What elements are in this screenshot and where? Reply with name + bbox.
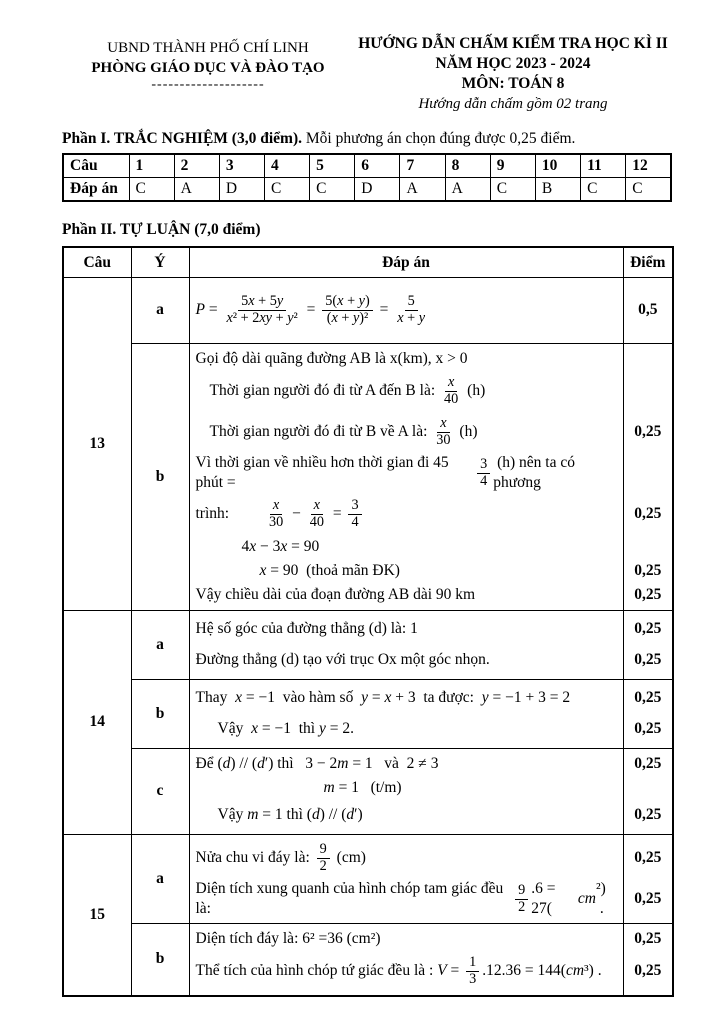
school-year: NĂM HỌC 2023 - 2024	[435, 55, 591, 73]
document-title: HƯỚNG DẪN CHẤM KIỂM TRA HỌC KÌ II	[358, 35, 668, 52]
answer-line: Để ( d ) // ( d ′) thì 3 − 2 m = 1 và 2 ≠ 3	[195, 754, 439, 772]
department-name: PHÒNG GIÁO DỤC VÀ ĐÀO TẠO	[91, 59, 325, 76]
mc-answer-value: A	[400, 178, 445, 202]
mc-question-number: 6	[355, 154, 400, 178]
score-cell	[623, 748, 673, 834]
answer-line: Nửa chu vi đáy là: $\frac{9}{2}$ (cm)	[195, 841, 366, 874]
answer-cell	[189, 343, 623, 610]
answer-line: P = $\frac{5x + 5y}{\text{x² + 2xy + y²}}$ = $\frac{5(x + y)}{\text{(x + y)²}}$ = $\frac{5}{x + y}$	[195, 293, 426, 326]
score-cell	[623, 610, 673, 679]
answer-line: Vậy chiều dài của đoạn đường AB dài 90 km	[195, 585, 476, 603]
fraction: $\frac{5(x + y)}{\text{(x + y)²}}$	[322, 294, 372, 326]
fraction: $\frac{x}{40}$	[444, 374, 459, 407]
part1-heading-rest: Mỗi phương án chọn đúng được 0,25 điểm.	[301, 129, 576, 147]
mc-question-number: 10	[535, 154, 580, 178]
essay-sub-row	[63, 343, 673, 610]
mc-answer-value: A	[445, 178, 490, 202]
score-value: 0,25	[634, 651, 662, 669]
fraction: $\frac{9}{2}$	[515, 883, 528, 915]
column-header-y: Ý	[131, 247, 189, 277]
sub-part-letter: c	[131, 748, 189, 834]
fraction: $\frac{5}{x + y}$	[397, 293, 426, 326]
answer-line: Vì thời gian về nhiều hơn thời gian đi 45 phút = $\frac{3}{4}$ (h) nên ta có phương	[195, 454, 579, 492]
mc-question-number: 3	[219, 154, 264, 178]
answer-line: Hệ số góc của đường thẳng (d) là: 1	[195, 620, 418, 638]
multiple-choice-table	[62, 153, 672, 202]
mc-question-number: 5	[310, 154, 355, 178]
score-value: 0,25	[634, 505, 662, 523]
answer-line: trình: $\frac{x}{30}$ − $\frac{x}{40}$ = $\frac{3}{4}$	[196, 494, 617, 535]
mc-answer-value: C	[264, 178, 309, 202]
header-left-block	[62, 34, 354, 115]
score-value: 0,25	[634, 689, 662, 707]
essay-sub-row	[63, 610, 673, 679]
score-value: 0,25	[634, 890, 662, 908]
essay-sub-row	[63, 748, 673, 834]
sub-part-letter: a	[131, 610, 189, 679]
answer-line: Gọi độ dài quãng đường AB là x(km), x > 0	[195, 349, 468, 367]
column-header-diem: Điểm	[623, 247, 673, 277]
fraction: $\frac{5x + 5y}{\text{x² + 2xy + y²}}$	[226, 293, 298, 326]
sub-part-letter: a	[131, 834, 189, 923]
score-value: 0,25	[634, 561, 662, 579]
score-value: 0,25	[634, 929, 662, 947]
separator-dashes: --------------------	[151, 77, 265, 92]
essay-table-header-row	[63, 247, 673, 277]
mc-question-number: 2	[174, 154, 219, 178]
sub-part-letter: b	[131, 679, 189, 748]
score-value: 0,25	[634, 585, 662, 603]
score-value	[626, 371, 671, 412]
score-cell	[623, 343, 673, 610]
column-header-dapan: Đáp án	[189, 247, 623, 277]
fraction: $\frac{1}{3}$	[466, 955, 479, 987]
subject: MÔN: TOÁN 8	[461, 75, 565, 93]
fraction: $\frac{3}{4}$	[348, 498, 361, 530]
score-cell	[623, 834, 673, 923]
mc-answer-value: C	[490, 178, 535, 202]
mc-question-number: 7	[400, 154, 445, 178]
question-number: 15	[63, 834, 131, 996]
mc-question-number: 9	[490, 154, 535, 178]
answer-line: Thay x = −1 vào hàm số y = x + 3 ta được: y = −1 + 3 = 2	[195, 689, 571, 707]
part2-heading: Phần II. TỰ LUẬN (7,0 điểm)	[62, 221, 261, 239]
answer-line: Diện tích xung quanh của hình chóp tam giác đều là: $\frac{9}{2}$ .6 = 27( cm ²) .	[195, 880, 610, 918]
answer-cell	[189, 277, 623, 343]
question-number: 13	[63, 277, 131, 610]
score-value	[626, 347, 671, 371]
score-value: 0,25	[634, 962, 662, 980]
score-value: 0,5	[638, 301, 658, 319]
answer-line: 4 x − 3 x = 90	[241, 537, 320, 555]
score-value	[626, 453, 671, 494]
answer-line: Thời gian người đó đi từ A đến B là: $\frac{x}{40}$ (h)	[209, 374, 486, 407]
answer-line: x = 90 (thoả mãn ĐK)	[259, 561, 400, 579]
mc-answer-value: D	[219, 178, 264, 202]
score-value: 0,25	[634, 754, 662, 772]
essay-answer-table	[62, 246, 674, 997]
mc-question-number: 11	[581, 154, 626, 178]
fraction: $\frac{x}{30}$	[268, 497, 284, 530]
sub-part-letter: b	[131, 343, 189, 610]
mc-row-label-dapan: Đáp án	[63, 178, 129, 202]
header-right-block	[354, 34, 672, 115]
essay-sub-row	[63, 679, 673, 748]
fraction: $\frac{x}{40}$	[309, 497, 324, 530]
multiple-choice-table-body	[63, 154, 671, 201]
answer-line: Vậy x = −1 thì y = 2.	[217, 720, 354, 738]
fraction: $\frac{x}{30}$	[436, 415, 451, 448]
fraction: $\frac{9}{2}$	[317, 842, 330, 874]
score-cell	[623, 923, 673, 996]
mc-question-number: 4	[264, 154, 309, 178]
score-value	[626, 535, 671, 559]
score-value: 0,25	[634, 423, 662, 441]
mc-answer-value: A	[174, 178, 219, 202]
answer-line: Đường thẳng (d) tạo với trục Ox một góc nhọn.	[195, 651, 490, 669]
answer-cell	[189, 748, 623, 834]
answer-line: Thể tích của hình chóp tứ giác đều là : V = $\frac{1}{3}$ .12.36 = 144( cm ³) .	[195, 954, 602, 987]
answer-line: Vậy m = 1 thì ( d ) // ( d ′)	[217, 806, 363, 824]
answer-cell	[189, 834, 623, 923]
part1-heading	[62, 129, 672, 149]
page-count-note: Hướng dẫn chấm gồm 02 trang	[418, 96, 608, 113]
essay-table-body	[63, 277, 673, 996]
answer-line: Diện tích đáy là: 6² =36 (cm²)	[195, 929, 381, 947]
answer-cell	[189, 610, 623, 679]
mc-answer-value: C	[581, 178, 626, 202]
mc-row-label-cau: Câu	[63, 154, 129, 178]
sub-part-letter: b	[131, 923, 189, 996]
part1-heading-bold: Phần I. TRẮC NGHIỆM (3,0 điểm).	[62, 129, 302, 147]
mc-answer-row	[63, 178, 671, 202]
essay-sub-row	[63, 834, 673, 923]
score-cell	[623, 277, 673, 343]
answer-line: Thời gian người đó đi từ B về A là: $\frac{x}{30}$ (h)	[209, 415, 478, 448]
score-value: 0,25	[634, 720, 662, 738]
mc-question-row	[63, 154, 671, 178]
score-cell	[623, 679, 673, 748]
answer-cell	[189, 679, 623, 748]
mc-question-number: 12	[626, 154, 671, 178]
essay-sub-row	[63, 923, 673, 996]
score-value: 0,25	[634, 806, 662, 824]
mc-answer-value: C	[129, 178, 174, 202]
question-number: 14	[63, 610, 131, 834]
sub-part-letter: a	[131, 277, 189, 343]
mc-question-number: 1	[129, 154, 174, 178]
score-value	[626, 776, 671, 800]
score-value: 0,25	[634, 620, 662, 638]
mc-answer-value: D	[355, 178, 400, 202]
authority-name: UBND THÀNH PHỐ CHÍ LINH	[107, 40, 309, 56]
document-header	[62, 34, 672, 115]
answer-cell	[189, 923, 623, 996]
answer-line: m = 1 (t/m)	[323, 778, 402, 796]
mc-answer-value: C	[626, 178, 671, 202]
mc-answer-value: C	[310, 178, 355, 202]
mc-answer-value: B	[535, 178, 580, 202]
mc-question-number: 8	[445, 154, 490, 178]
score-value: 0,25	[634, 849, 662, 867]
essay-sub-row	[63, 277, 673, 343]
fraction: $\frac{3}{4}$	[477, 457, 490, 489]
column-header-cau: Câu	[63, 247, 131, 277]
